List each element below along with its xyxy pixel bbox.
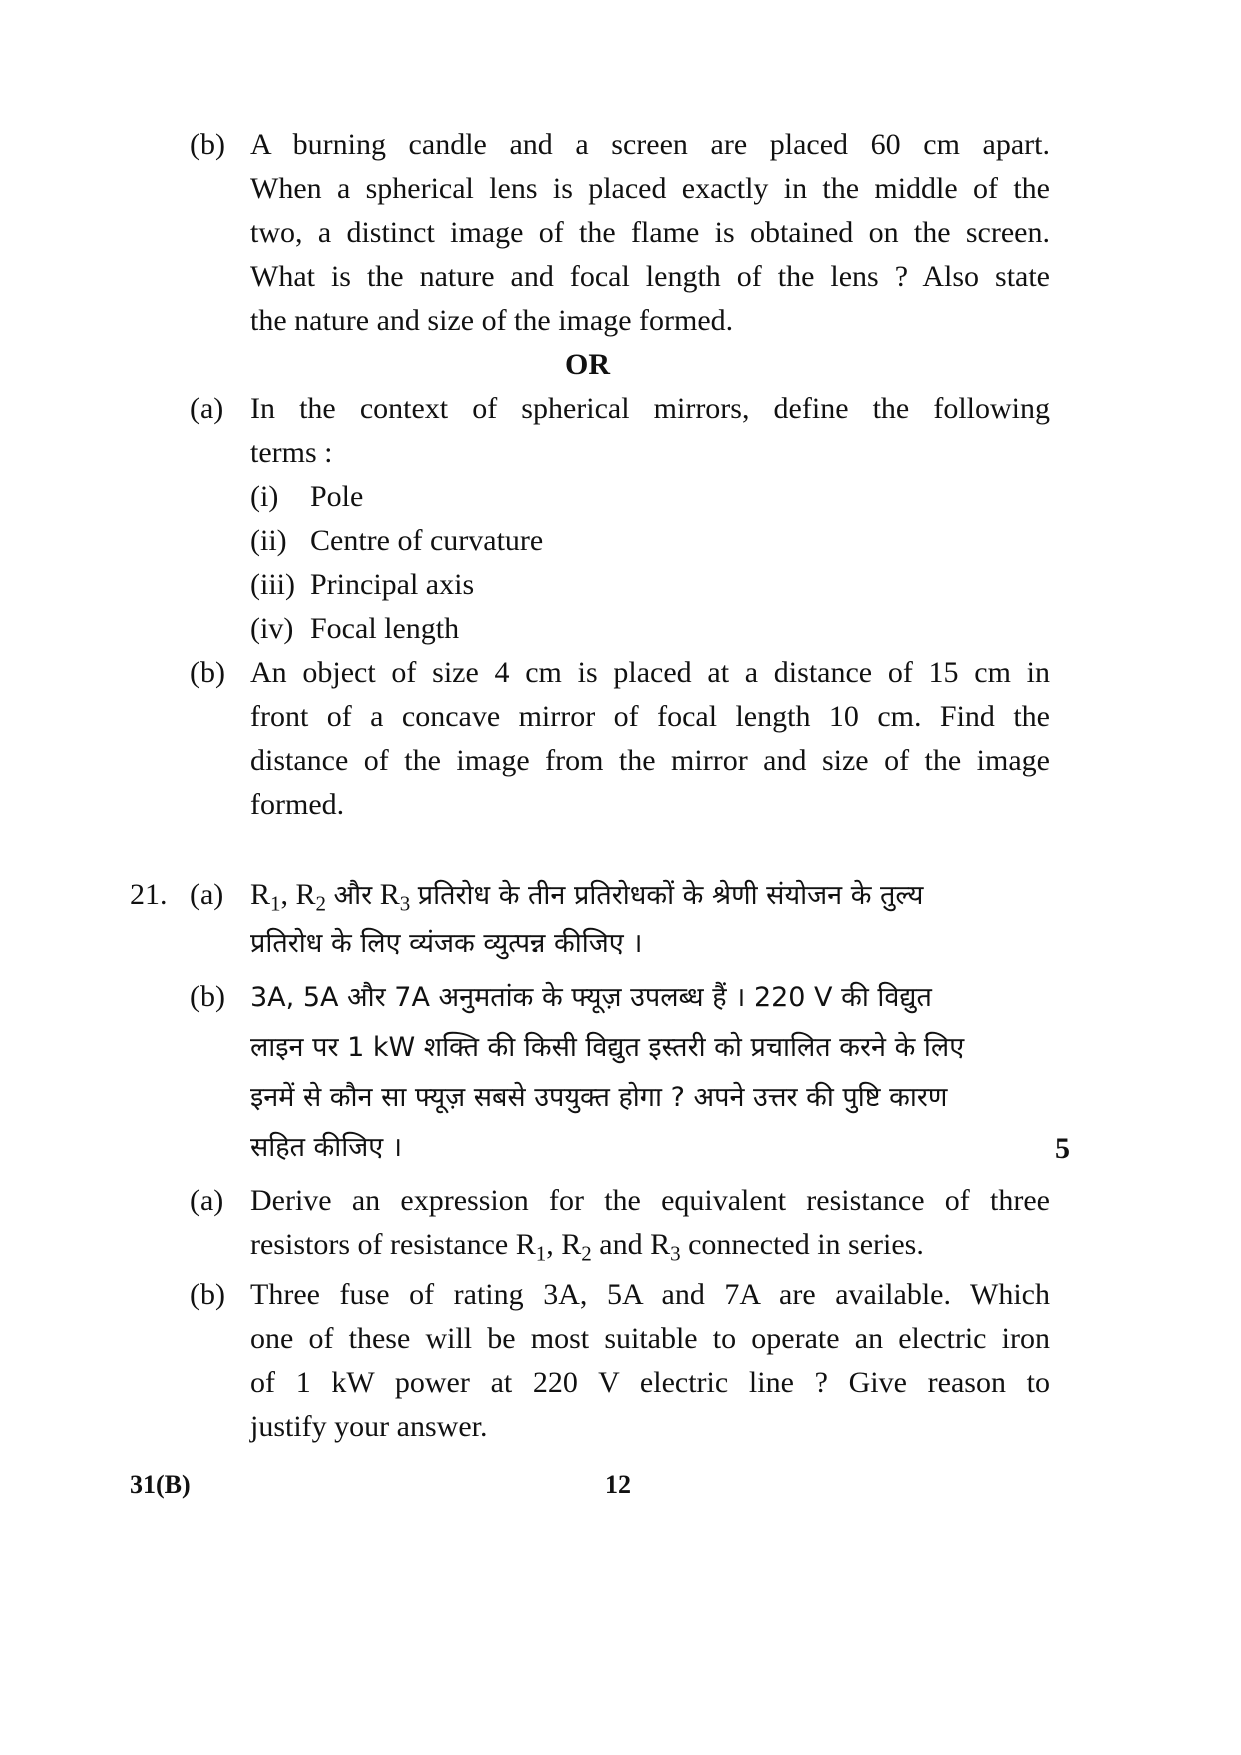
q21-hi-b-line-4: सहित कीजिए । [250, 1132, 403, 1163]
q21-hi-a-line-1 [250, 878, 924, 916]
resistor-symbol: R [295, 878, 316, 911]
q20b-label: (b) [190, 128, 225, 161]
alt-a-label: (a) [190, 392, 224, 425]
hindi-text: प्रतिरोध के तीन प्रतिरोधकों के श्रेणी संयोजन के तुल्य [417, 880, 924, 911]
subscript: 2 [315, 891, 327, 916]
q21-en-a-label: (a) [190, 1184, 224, 1217]
q21-en-a-line-2 [250, 1228, 924, 1266]
term-text: Focal length [310, 612, 460, 645]
q20b-line-5: the nature and size of the image formed. [250, 304, 734, 337]
q20b-line-4: What is the nature and focal length of the lens ? Also state [250, 260, 1050, 293]
q21-hi-b-line-3: इनमें से कौन सा फ्यूज़ सबसे उपयुक्त होगा ? अपने उत्तर की पुष्टि कारण [250, 1082, 948, 1113]
resistor-symbol: R [379, 878, 400, 911]
text-run: and R [591, 1228, 671, 1261]
q21-en-a-line-1: Derive an expression for the equivalent resistance of three [250, 1184, 1050, 1217]
text-run: resistors of resistance R [250, 1228, 536, 1261]
subscript: 3 [399, 891, 411, 916]
alt-b-line-3: distance of the image from the mirror and size of the image [250, 744, 1050, 777]
or-heading: OR [565, 348, 610, 381]
q21-en-b-line-4: justify your answer. [250, 1410, 488, 1443]
alt-b-label: (b) [190, 656, 225, 689]
q21-hi-b-label: (b) [190, 980, 225, 1013]
q21-en-b-line-1: Three fuse of rating 3A, 5A and 7A are available. Which [250, 1278, 1050, 1311]
q21-hi-b-line-1: 3A, 5A और 7A अनुमतांक के फ्यूज़ उपलब्ध हैं । 220 V की विद्युत [250, 982, 932, 1013]
q21-en-b-line-2: one of these will be most suitable to operate an electric iron [250, 1322, 1050, 1355]
q21-marks: 5 [1055, 1132, 1070, 1165]
q21-en-b-line-3: of 1 kW power at 220 V electric line ? Give reason to [250, 1366, 1050, 1399]
q21-en-b-label: (b) [190, 1278, 225, 1311]
q21-hi-a-line-2: प्रतिरोध के लिए व्यंजक व्युत्पन्न कीजिए । [250, 928, 643, 959]
subscript: 1 [270, 891, 281, 916]
term-text: Principal axis [310, 568, 475, 601]
term-number: (i) [250, 480, 279, 513]
comma: , [280, 878, 289, 911]
alt-b-line-1: An object of size 4 cm is placed at a distance of 15 cm in [250, 656, 1050, 689]
page-number: 12 [605, 1470, 631, 1499]
alt-b-line-4: formed. [250, 788, 345, 821]
resistor-symbol: R [250, 878, 271, 911]
q21-number: 21. [130, 878, 168, 911]
term-number: (iii) [250, 568, 295, 601]
alt-a-line-1: In the context of spherical mirrors, define the following [250, 392, 1050, 425]
q20b-line-2: When a spherical lens is placed exactly in the middle of the [250, 172, 1050, 205]
paper-code: 31(B) [130, 1470, 191, 1499]
subscript: 2 [581, 1241, 592, 1266]
text-run: , R [546, 1228, 582, 1261]
alt-b-line-2: front of a concave mirror of focal length 10 cm. Find the [250, 700, 1050, 733]
term-number: (ii) [250, 524, 287, 557]
term-text: Centre of curvature [310, 524, 544, 557]
q21-hi-b-line-2: लाइन पर 1 kW शक्ति की किसी विद्युत इस्तरी को प्रचालित करने के लिए [250, 1032, 965, 1063]
subscript: 1 [535, 1241, 547, 1266]
term-number: (iv) [250, 612, 294, 645]
alt-a-line-2: terms : [250, 436, 333, 469]
term-text: Pole [310, 480, 364, 513]
q21-hi-a-label: (a) [190, 878, 224, 911]
text-run: connected in series. [680, 1228, 924, 1261]
subscript: 3 [670, 1241, 681, 1266]
hindi-conjunction: और [333, 880, 373, 911]
q20b-line-3: two, a distinct image of the flame is obtained on the screen. [250, 216, 1050, 249]
q20b-line-1: A burning candle and a screen are placed 60 cm apart. [250, 128, 1050, 161]
